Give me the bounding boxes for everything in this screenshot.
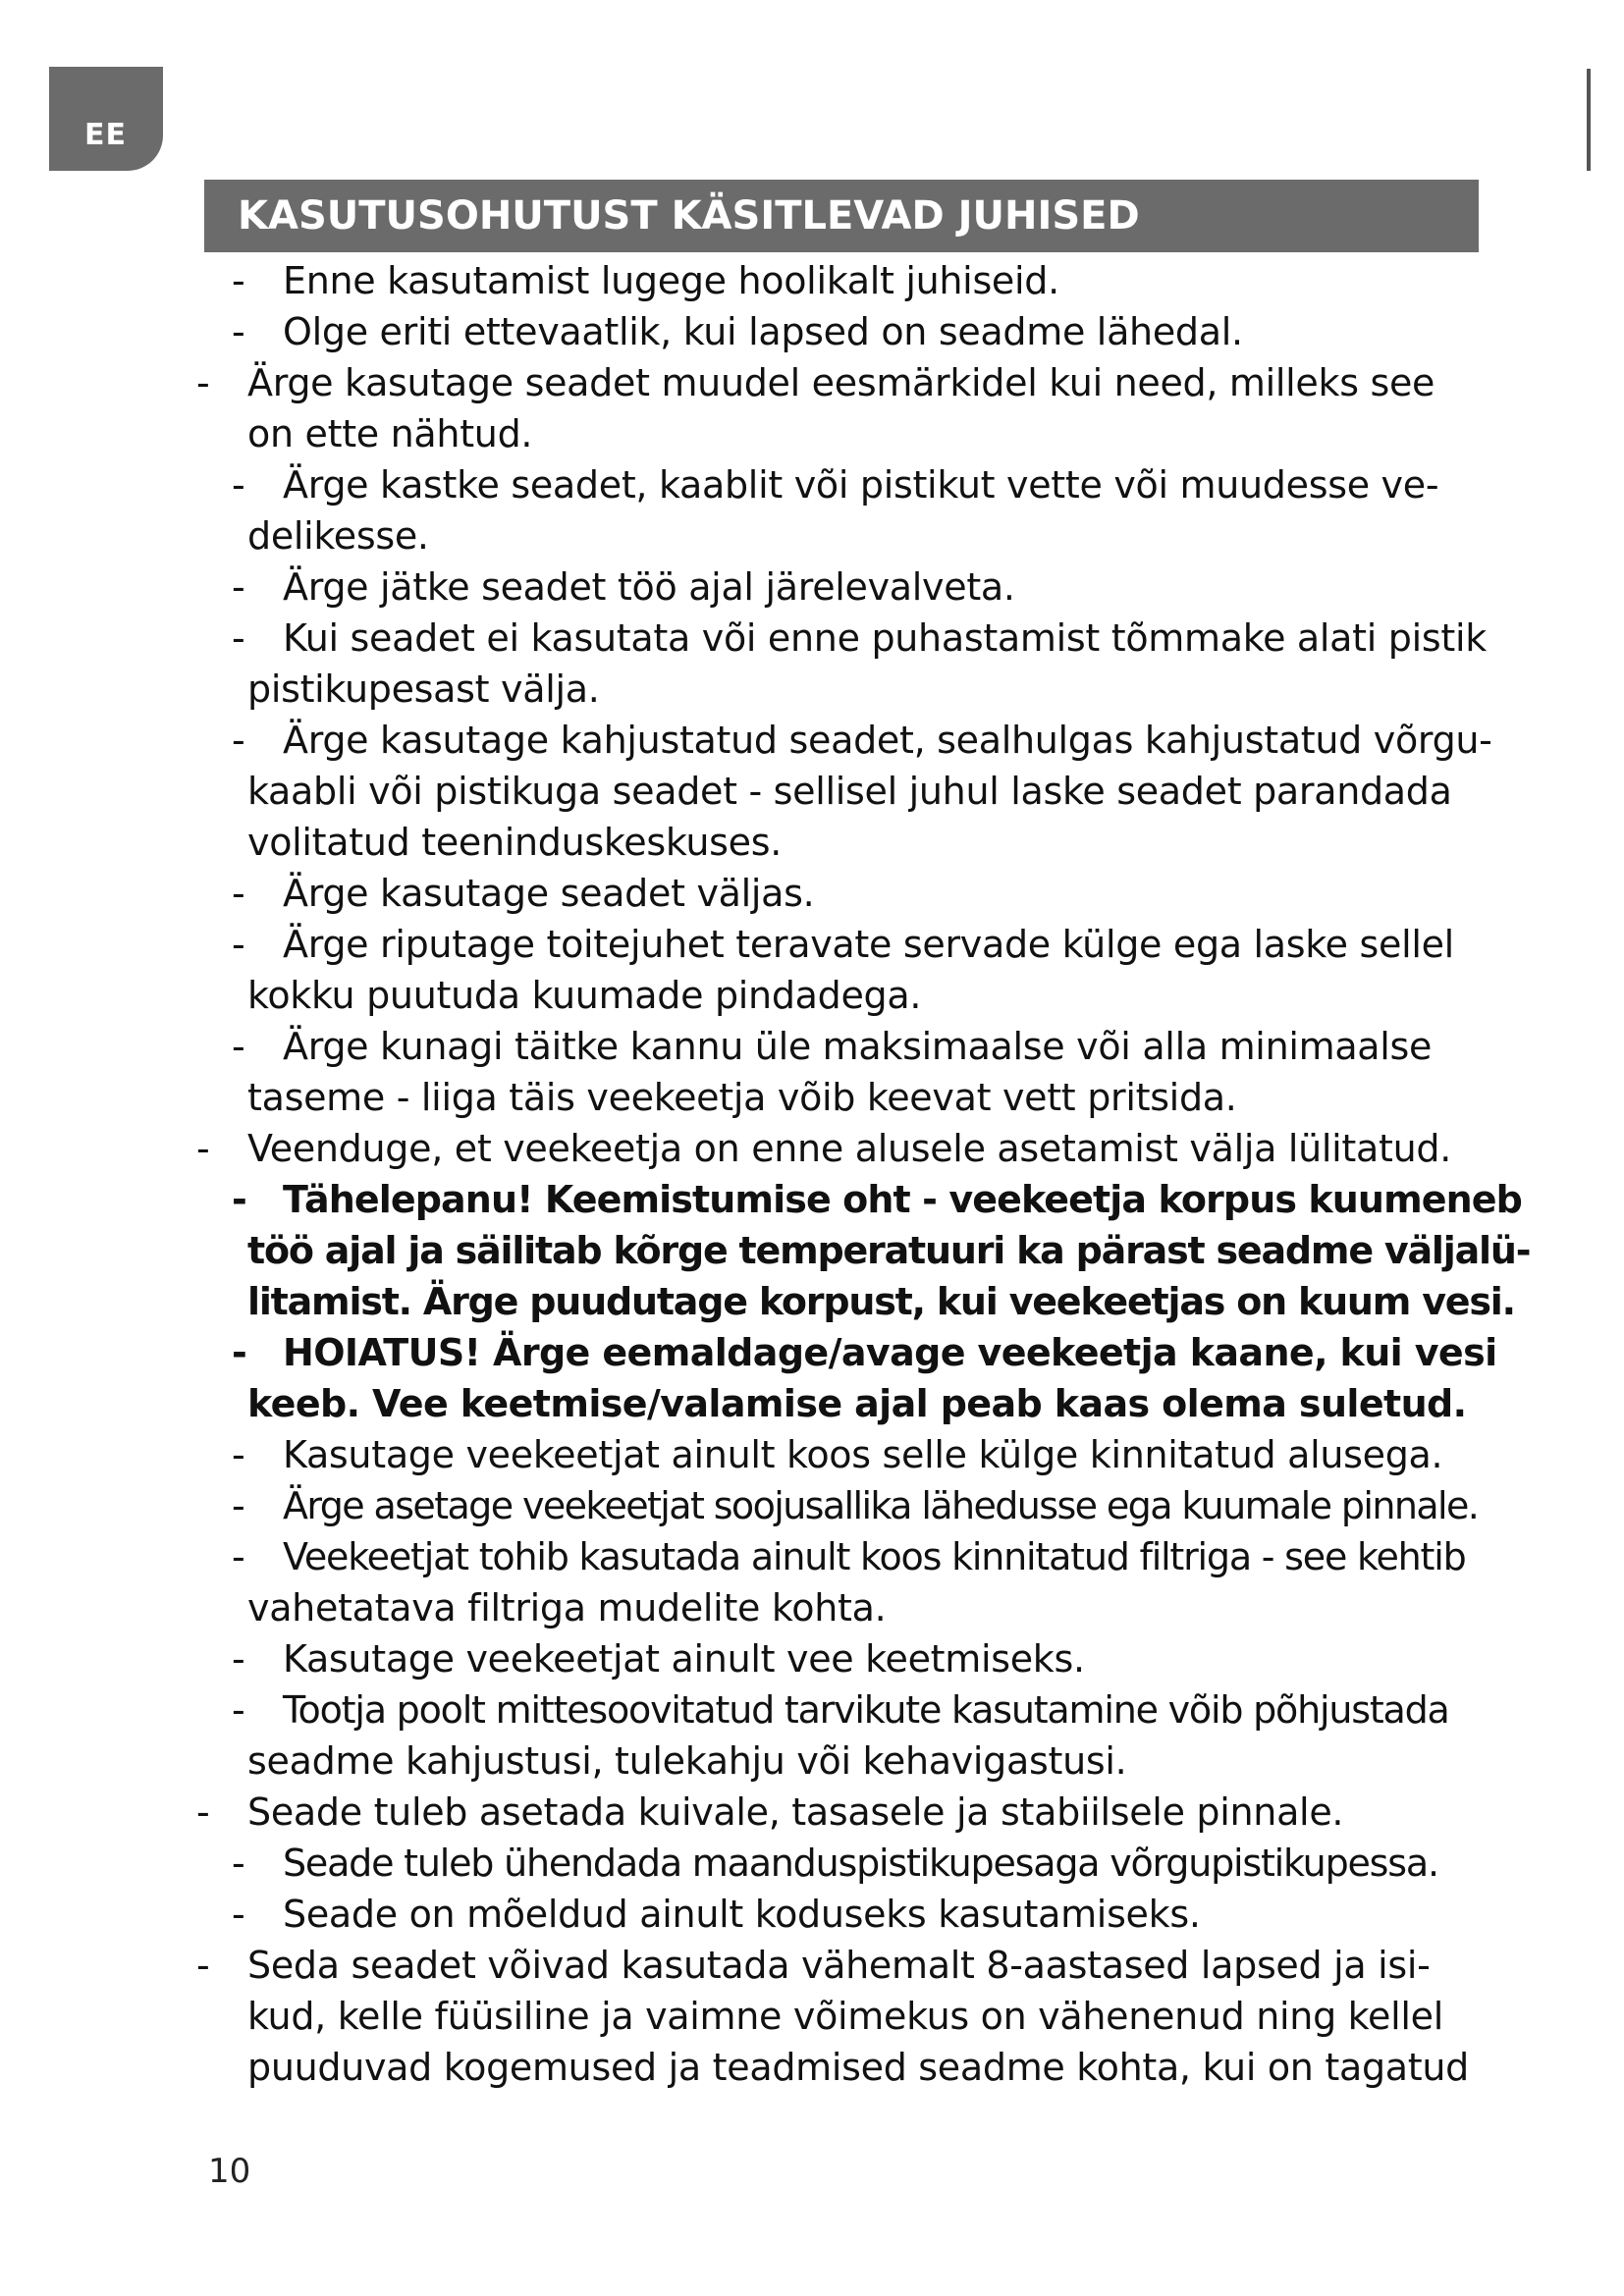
item-text: volitatud teeninduskeskuses.	[247, 821, 783, 864]
list-item-continuation	[196, 1582, 1512, 1633]
bullet-marker: -	[232, 1637, 245, 1681]
warning-text: töö ajal ja säilitab kõrge temperatuuri ka pärast seadme väljalü-	[247, 1229, 1531, 1272]
list-item	[196, 1940, 1512, 1991]
warning-text: Tähelepanu! Keemistumise oht - veekeetja korpus kuumeneb	[283, 1178, 1522, 1221]
item-text: Tootja poolt mittesoovitatud tarvikute kasutamine võib põhjustada	[283, 1688, 1449, 1732]
list-item	[196, 1480, 1512, 1531]
instructions-list	[196, 255, 1531, 2093]
list-item	[196, 1021, 1512, 1072]
list-item	[196, 1531, 1512, 1582]
bullet-marker: -	[196, 1790, 210, 1834]
bullet-marker: -	[232, 1178, 247, 1221]
item-text: Veenduge, et veekeetja on enne alusele asetamist välja lülitatud.	[247, 1127, 1452, 1170]
item-text: Veekeetjat tohib kasutada ainult koos kinnitatud filtriga - see kehtib	[283, 1535, 1466, 1578]
bullet-marker: -	[232, 1893, 245, 1936]
bullet-marker: -	[232, 1535, 245, 1578]
bullet-marker: -	[232, 463, 245, 507]
list-item	[196, 1838, 1512, 1889]
warning-continuation	[196, 1225, 1531, 1276]
page-number: 10	[208, 2152, 251, 2191]
warning-continuation	[196, 1378, 1512, 1429]
list-item	[196, 919, 1512, 970]
bullet-marker: -	[232, 1484, 245, 1527]
list-item-continuation	[196, 1735, 1512, 1787]
list-item-continuation	[196, 1991, 1512, 2042]
list-item-continuation	[196, 766, 1512, 817]
item-text: Seade on mõeldud ainult koduseks kasutamiseks.	[283, 1893, 1201, 1936]
list-item	[196, 1633, 1512, 1684]
list-item	[196, 306, 1512, 357]
bullet-marker: -	[232, 1025, 245, 1068]
bullet-marker: -	[232, 923, 245, 966]
warning-text: litamist. Ärge puudutage korpust, kui veekeetjas on kuum vesi.	[247, 1280, 1515, 1323]
item-text: kokku puutuda kuumade pindadega.	[247, 974, 922, 1017]
warning-text: HOIATUS! Ärge eemaldage/avage veekeetja kaane, kui vesi	[283, 1331, 1497, 1374]
bullet-marker: -	[232, 719, 245, 762]
item-text: Kasutage veekeetjat ainult vee keetmiseks.	[283, 1637, 1085, 1681]
item-text: seadme kahjustusi, tulekahju või kehavigastusi.	[247, 1739, 1127, 1783]
bullet-marker: -	[232, 1688, 245, 1732]
list-item	[196, 459, 1512, 510]
item-text: Kui seadet ei kasutata või enne puhastamist tõmmake alati pistik	[283, 616, 1487, 660]
list-item	[196, 1123, 1512, 1174]
list-item-continuation	[196, 408, 1512, 459]
section-header-bar	[204, 180, 1479, 252]
item-text: delikesse.	[247, 514, 429, 558]
list-item	[196, 868, 1512, 919]
item-text: Ärge asetage veekeetjat soojusallika lähedusse ega kuumale pinnale.	[283, 1484, 1479, 1527]
item-text: kud, kelle füüsiline ja vaimne võimekus on vähenenud ning kellel	[247, 1995, 1443, 2038]
bullet-marker: -	[196, 361, 210, 404]
item-text: Seade tuleb asetada kuivale, tasasele ja stabiilsele pinnale.	[247, 1790, 1344, 1834]
list-item	[196, 1429, 1512, 1480]
item-text: Seade tuleb ühendada maanduspistikupesaga võrgupistikupessa.	[283, 1842, 1438, 1885]
item-text: Seda seadet võivad kasutada vähemalt 8-aastased lapsed ja isi-	[247, 1944, 1431, 1987]
item-text: Ärge kastke seadet, kaablit või pistikut vette või muudesse ve-	[283, 463, 1439, 507]
item-text: vahetatava filtriga mudelite kohta.	[247, 1586, 887, 1629]
item-text: on ette nähtud.	[247, 412, 533, 455]
warning-item	[196, 1174, 1522, 1225]
item-text: Kasutage veekeetjat ainult koos selle külge kinnitatud alusega.	[283, 1433, 1443, 1476]
item-text: Ärge kasutage kahjustatud seadet, sealhulgas kahjustatud võrgu-	[283, 719, 1492, 762]
list-item	[196, 561, 1512, 613]
item-text: Ärge riputage toitejuhet teravate servade külge ega laske sellel	[283, 923, 1454, 966]
language-tab	[49, 67, 163, 171]
list-item-continuation	[196, 664, 1512, 715]
bullet-marker: -	[232, 616, 245, 660]
list-item	[196, 1787, 1512, 1838]
bullet-marker: -	[232, 565, 245, 609]
item-text: Ärge kasutage seadet muudel eesmärkidel kui need, milleks see	[247, 361, 1435, 404]
list-item	[196, 357, 1512, 408]
list-item	[196, 715, 1512, 766]
bullet-marker: -	[232, 872, 245, 915]
item-text: Ärge kunagi täitke kannu üle maksimaalse või alla minimaalse	[283, 1025, 1433, 1068]
item-text: pistikupesast välja.	[247, 667, 600, 711]
bullet-marker: -	[232, 1331, 247, 1374]
list-item	[196, 1684, 1512, 1735]
section-title: KASUTUSOHUTUST KÄSITLEVAD JUHISED	[238, 193, 1140, 239]
bullet-marker: -	[232, 259, 245, 302]
list-item-continuation	[196, 817, 1512, 868]
warning-text: keeb. Vee keetmise/valamise ajal peab kaas olema suletud.	[247, 1382, 1467, 1425]
list-item-continuation	[196, 510, 1512, 561]
warning-item	[196, 1327, 1512, 1378]
item-text: Ärge kasutage seadet väljas.	[283, 872, 815, 915]
list-item-continuation	[196, 1072, 1512, 1123]
item-text: puuduvad kogemused ja teadmised seadme kohta, kui on tagatud	[247, 2046, 1469, 2089]
item-text: Enne kasutamist lugege hoolikalt juhiseid.	[283, 259, 1059, 302]
item-text: Olge eriti ettevaatlik, kui lapsed on seadme lähedal.	[283, 310, 1243, 353]
list-item	[196, 255, 1512, 306]
list-item	[196, 1889, 1512, 1940]
bullet-marker: -	[232, 1842, 245, 1885]
list-item-continuation	[196, 970, 1512, 1021]
bullet-marker: -	[232, 310, 245, 353]
bullet-marker: -	[196, 1127, 210, 1170]
language-label: EE	[84, 118, 127, 152]
bullet-marker: -	[232, 1433, 245, 1476]
item-text: Ärge jätke seadet töö ajal järelevalveta.	[283, 565, 1015, 609]
bullet-marker: -	[196, 1944, 210, 1987]
page-edge-line	[1587, 69, 1591, 171]
list-item-continuation	[196, 2042, 1512, 2093]
list-item	[196, 613, 1512, 664]
warning-continuation	[196, 1276, 1515, 1327]
item-text: taseme - liiga täis veekeetja võib keevat vett pritsida.	[247, 1076, 1237, 1119]
item-text: kaabli või pistikuga seadet - sellisel juhul laske seadet parandada	[247, 770, 1452, 813]
